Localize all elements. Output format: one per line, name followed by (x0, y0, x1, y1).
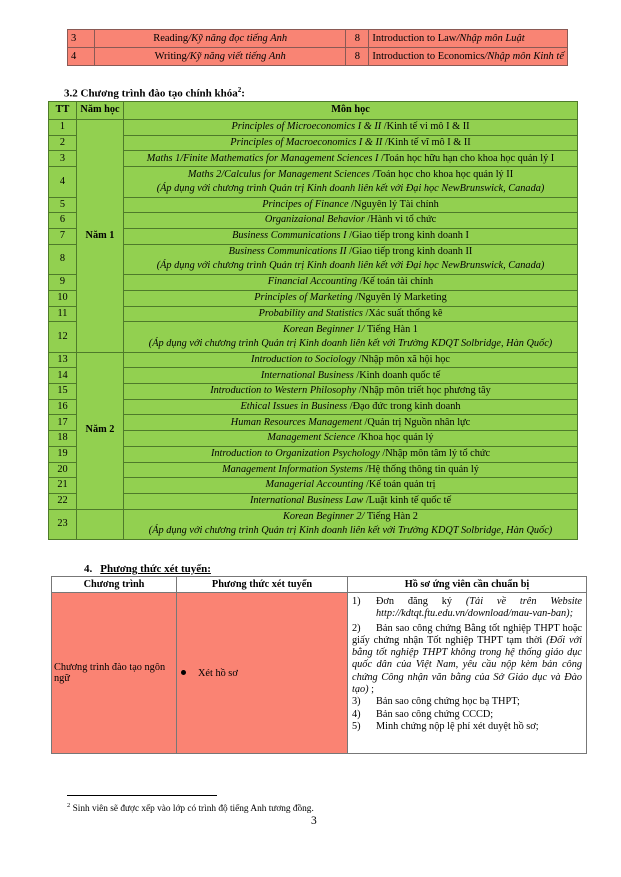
row-number: 14 (49, 368, 77, 384)
subject-note: (Áp dụng với chương trình Quản trị Kinh doanh liên kết với Trường KDQT Solbridge, Hàn Quốc) (148, 337, 553, 349)
row-number: 21 (49, 478, 77, 494)
table-row (49, 290, 578, 306)
subject-cell (124, 167, 578, 198)
subject-vietnamese: /Luật kinh tế quốc tế (365, 495, 452, 507)
table-row (49, 431, 578, 447)
subject-english: Principles of Macroeconomics I & II (230, 136, 385, 148)
header-year: Năm học (77, 102, 124, 120)
subject-note: (Áp dụng với chương trình Quản trị Kinh doanh liên kết với Trường KDQT Solbridge, Hàn Quốc) (148, 525, 553, 537)
credits-cell: 8 (346, 48, 369, 66)
row-number: 4 (68, 48, 95, 66)
row-number: 7 (49, 228, 77, 244)
program-cell: Chương trình đào tạo ngôn ngữ (52, 593, 177, 754)
section-heading-4: 4. Phương thức xét tuyển: (84, 563, 211, 575)
subject-note: (Áp dụng với chương trình Quản trị Kinh doanh liên kết với Đại học NewBrunswick, Canada) (156, 182, 545, 194)
subject-cell (124, 290, 578, 306)
table-row (49, 322, 578, 353)
subject-cell (124, 462, 578, 478)
table-row (68, 30, 568, 48)
subject-english: International Business (260, 369, 357, 381)
subject-english: Managerial Accounting (265, 479, 366, 491)
credits-cell: 8 (346, 30, 369, 48)
table-row (49, 493, 578, 509)
table-row (49, 228, 578, 244)
subject-cell (124, 352, 578, 368)
subject-cell (124, 478, 578, 494)
subject-cell (124, 228, 578, 244)
course-cell: Introduction to Law/Nhập môn Luật (369, 30, 568, 48)
subject-english: Introduction to Western Philosophy (210, 385, 359, 397)
subject-english: Management Information Systems (222, 463, 366, 475)
table-header-row (49, 102, 578, 120)
subject-vietnamese: /Khoa học quản lý (357, 432, 434, 444)
row-number: 18 (49, 431, 77, 447)
subject-cell (124, 322, 578, 353)
skill-cell: Writing/Kỹ năng viết tiếng Anh (94, 48, 345, 66)
subject-vietnamese: Tiếng Hàn 2 (364, 511, 418, 523)
subject-vietnamese: /Kinh tế vĩ mô I & II (384, 136, 471, 148)
row-number: 10 (49, 290, 77, 306)
row-number: 8 (49, 244, 77, 275)
subject-english: Korean Beginner 1/ (283, 323, 365, 335)
subject-note: (Áp dụng với chương trình Quản trị Kinh doanh liên kết với Đại học NewBrunswick, Canada) (156, 260, 545, 272)
table-row (49, 244, 578, 275)
subject-english: Management Science (267, 432, 358, 444)
subject-cell (124, 275, 578, 291)
table-row (49, 135, 578, 151)
subject-english: Human Resources Management (230, 416, 365, 428)
table-row (49, 197, 578, 213)
admission-table (51, 576, 587, 754)
table-row (49, 151, 578, 167)
document-item: 1) Đơn đăng ký (Tải về trên Website http://kdtqt.ftu.edu.vn/download/mau-van-ban); (352, 596, 582, 620)
subject-vietnamese: /Nhập môn tâm lý tổ chức (382, 448, 491, 459)
subject-vietnamese: /Giao tiếp trong kinh doanh II (349, 246, 473, 258)
row-number: 12 (49, 322, 77, 353)
subject-cell (124, 493, 578, 509)
row-number: 16 (49, 399, 77, 415)
table-row (49, 275, 578, 291)
document-item: 4) Bản sao công chứng CCCD; (352, 708, 494, 720)
skill-cell: Reading/Kỹ năng đọc tiếng Anh (94, 30, 345, 48)
document-item: 5) Minh chứng nộp lệ phí xét duyệt hồ sơ; (352, 720, 539, 732)
course-cell: Introduction to Economics/Nhập môn Kinh tế (369, 48, 568, 66)
subject-english: Principes of Finance (262, 198, 352, 210)
row-number: 5 (49, 197, 77, 213)
table-row (52, 593, 587, 754)
download-link[interactable]: (Tải về trên Website http://kdtqt.ftu.edu.vn/download/mau-van-ban); (376, 596, 582, 620)
page-number: 3 (311, 815, 317, 827)
subject-cell (124, 306, 578, 322)
subject-vietnamese: /Nhập môn triết học phương tây (358, 385, 491, 397)
subject-english: Maths 2/Calculus for Management Sciences (187, 168, 373, 180)
subject-english: Introduction to Organization Psychology (210, 448, 383, 459)
subject-vietnamese: /Nhập môn xã hội học (358, 353, 450, 365)
row-number: 1 (49, 120, 77, 136)
subject-cell (124, 151, 578, 167)
table-row (49, 478, 578, 494)
table-row (49, 167, 578, 198)
table-row (49, 509, 578, 540)
documents-cell (348, 593, 587, 754)
row-number: 23 (49, 509, 77, 540)
subject-english: Financial Accounting (267, 276, 360, 288)
subject-cell (124, 197, 578, 213)
subject-english: Business Communications I (232, 230, 350, 242)
table-row (49, 415, 578, 431)
year-empty-cell (77, 509, 124, 540)
row-number: 22 (49, 493, 77, 509)
subject-english: Principles of Microeconomics I & II (231, 121, 384, 133)
header-tt: TT (49, 102, 77, 120)
document-item: 2) Bản sao công chứng Bằng tốt nghiệp THPT hoặc giấy chứng nhận Tốt nghiệp THPT tạm thời (Đối với bằng tốt nghiệp THPT không trong hệ thống giáo dục quốc dân của Việt Nam, yêu cầu nộp kèm bản công chứng Công nhận văn bằng của Sở Giáo dục và Đào tạo) ; (352, 622, 583, 696)
curriculum-table (48, 101, 578, 540)
subject-vietnamese: /Kế toán tài chính (359, 276, 434, 288)
subject-cell (124, 509, 578, 540)
subject-vietnamese: /Xác suất thống kê (365, 307, 443, 319)
subject-vietnamese: Tiếng Hàn 1 (364, 323, 418, 335)
table-row (49, 368, 578, 384)
document-item: 3) Bản sao công chứng học bạ THPT; (352, 696, 520, 708)
table-row (49, 120, 578, 136)
subject-vietnamese: /Toán học cho khoa học quản lý II (372, 168, 514, 180)
row-number: 2 (49, 135, 77, 151)
subject-vietnamese: /Kinh doanh quốc tế (356, 369, 441, 381)
year-2-cell: Năm 2 (77, 352, 124, 509)
table-header-row (52, 577, 587, 593)
subject-cell (124, 415, 578, 431)
header-subject: Môn học (124, 102, 578, 120)
subject-vietnamese: /Kinh tế vi mô I & II (383, 121, 470, 133)
subject-vietnamese: /Giao tiếp trong kinh doanh I (349, 230, 469, 242)
subject-cell (124, 244, 578, 275)
subject-english: International Business Law (249, 495, 366, 507)
subject-vietnamese: /Hành vi tổ chức (367, 214, 437, 226)
method-cell: Xét hồ sơ (177, 593, 348, 754)
row-number: 19 (49, 446, 77, 462)
year-1-cell: Năm 1 (77, 120, 124, 353)
table-row (49, 213, 578, 229)
subject-english: Ethical Issues in Business (240, 400, 350, 412)
table-row (49, 446, 578, 462)
header-method: Phương thức xét tuyển (177, 577, 348, 593)
subject-vietnamese: /Toán học hữu hạn cho khoa học quản lý I (380, 152, 555, 164)
row-number: 20 (49, 462, 77, 478)
subject-english: Principles of Marketing (254, 292, 356, 303)
subject-cell (124, 368, 578, 384)
footnote-ref[interactable]: 2 (237, 86, 242, 94)
subject-vietnamese: /Hệ thống thông tin quản lý (365, 463, 479, 475)
row-number: 15 (49, 384, 77, 400)
table-row (49, 462, 578, 478)
subject-cell (124, 135, 578, 151)
row-number: 3 (49, 151, 77, 167)
subject-vietnamese: /Đạo đức trong kinh doanh (349, 400, 461, 412)
row-number: 11 (49, 306, 77, 322)
bullet-icon (181, 670, 186, 675)
subject-cell (124, 431, 578, 447)
english-skills-table (67, 29, 568, 66)
row-number: 3 (68, 30, 95, 48)
table-row (49, 384, 578, 400)
section-heading-3-2: 3.2 Chương trình đào tạo chính khóa$^2$: (64, 86, 245, 100)
subject-cell (124, 213, 578, 229)
subject-cell (124, 399, 578, 415)
header-documents: Hồ sơ ứng viên cần chuẩn bị (348, 577, 587, 593)
row-number: 9 (49, 275, 77, 291)
subject-vietnamese: /Quản trị Nguồn nhân lực (364, 416, 471, 428)
subject-english: Probability and Statistics (258, 307, 366, 319)
subject-cell (124, 446, 578, 462)
row-number: 17 (49, 415, 77, 431)
subject-english: Introduction to Sociology (251, 353, 359, 365)
row-number: 4 (49, 167, 77, 198)
table-row (49, 306, 578, 322)
table-row (49, 399, 578, 415)
subject-cell (124, 384, 578, 400)
subject-vietnamese: /Kế toán quản trị (366, 479, 436, 491)
footnote-separator (67, 795, 217, 796)
subject-english: Business Communications II (228, 246, 350, 258)
subject-vietnamese: /Nguyên lý Tài chính (351, 198, 439, 210)
subject-english: Organizaional Behavior (264, 214, 368, 226)
subject-vietnamese: /Nguyên lý Marketing (355, 292, 447, 303)
footnote: $^2$ Sinh viên sẽ được xếp vào lớp có trình độ tiếng Anh tương đồng. (67, 802, 314, 815)
row-number: 13 (49, 352, 77, 368)
subject-english: Maths 1/Finite Mathematics for Management Sciences I (146, 152, 381, 164)
header-program: Chương trình (52, 577, 177, 593)
row-number: 6 (49, 213, 77, 229)
subject-english: Korean Beginner 2/ (283, 511, 365, 523)
subject-cell (124, 120, 578, 136)
table-row (49, 352, 578, 368)
table-row (68, 48, 568, 66)
